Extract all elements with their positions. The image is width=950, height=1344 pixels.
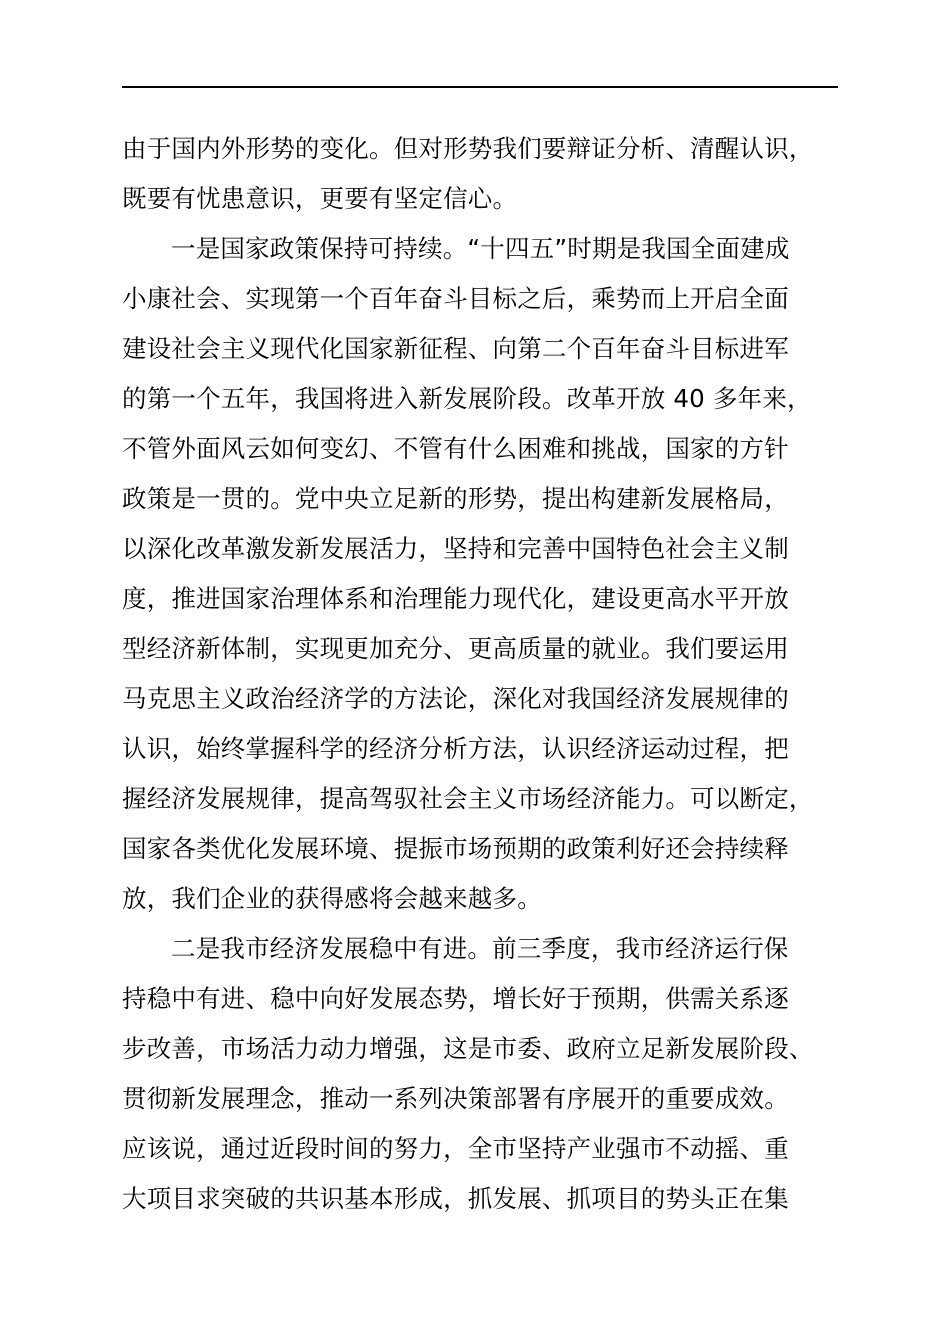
text-line: 型经济新体制，实现更加充分、更高质量的就业。我们要运用	[122, 634, 789, 663]
text-line: 持稳中有进、稳中向好发展态势，增长好于预期，供需关系逐	[122, 984, 789, 1013]
text-line: 由于国内外形势的变化。但对形势我们要辩证分析、清醒认识，	[122, 134, 814, 163]
text-line: 认识，始终掌握科学的经济分析方法，认识经济运动过程，把	[122, 734, 789, 763]
paragraph-start-line: 一是国家政策保持可持续。“十四五”时期是我国全面建成	[171, 234, 790, 263]
header-rule	[122, 86, 838, 88]
text-line: 既要有忧患意识，更要有坚定信心。	[122, 184, 518, 213]
text-line: 的第一个五年，我国将进入新发展阶段。改革开放 40 多年来，	[122, 384, 812, 413]
text-line: 国家各类优化发展环境、提振市场预期的政策利好还会持续释	[122, 834, 789, 863]
text-line: 建设社会主义现代化国家新征程、向第二个百年奋斗目标进军	[122, 334, 789, 363]
text-line: 小康社会、实现第一个百年奋斗目标之后，乘势而上开启全面	[122, 284, 789, 313]
text-line: 度，推进国家治理体系和治理能力现代化，建设更高水平开放	[122, 584, 789, 613]
text-line: 大项目求突破的共识基本形成，抓发展、抓项目的势头正在集	[122, 1184, 789, 1213]
text-line: 不管外面风云如何变幻、不管有什么困难和挑战，国家的方针	[122, 434, 789, 463]
paragraph-start-line: 二是我市经济发展稳中有进。前三季度，我市经济运行保	[171, 934, 789, 963]
text-line: 步改善，市场活力动力增强，这是市委、政府立足新发展阶段、	[122, 1034, 814, 1063]
text-line: 放，我们企业的获得感将会越来越多。	[122, 884, 542, 913]
document-body	[122, 124, 838, 1224]
text-line: 应该说，通过近段时间的努力，全市坚持产业强市不动摇、重	[122, 1134, 789, 1163]
text-line: 贯彻新发展理念，推动一系列决策部署有序展开的重要成效。	[122, 1084, 789, 1113]
text-line: 政策是一贯的。党中央立足新的形势，提出构建新发展格局，	[122, 484, 789, 513]
text-line: 以深化改革激发新发展活力，坚持和完善中国特色社会主义制	[122, 534, 789, 563]
text-line: 马克思主义政治经济学的方法论，深化对我国经济发展规律的	[122, 684, 789, 713]
text-line: 握经济发展规律，提高驾驭社会主义市场经济能力。可以断定，	[122, 784, 814, 813]
